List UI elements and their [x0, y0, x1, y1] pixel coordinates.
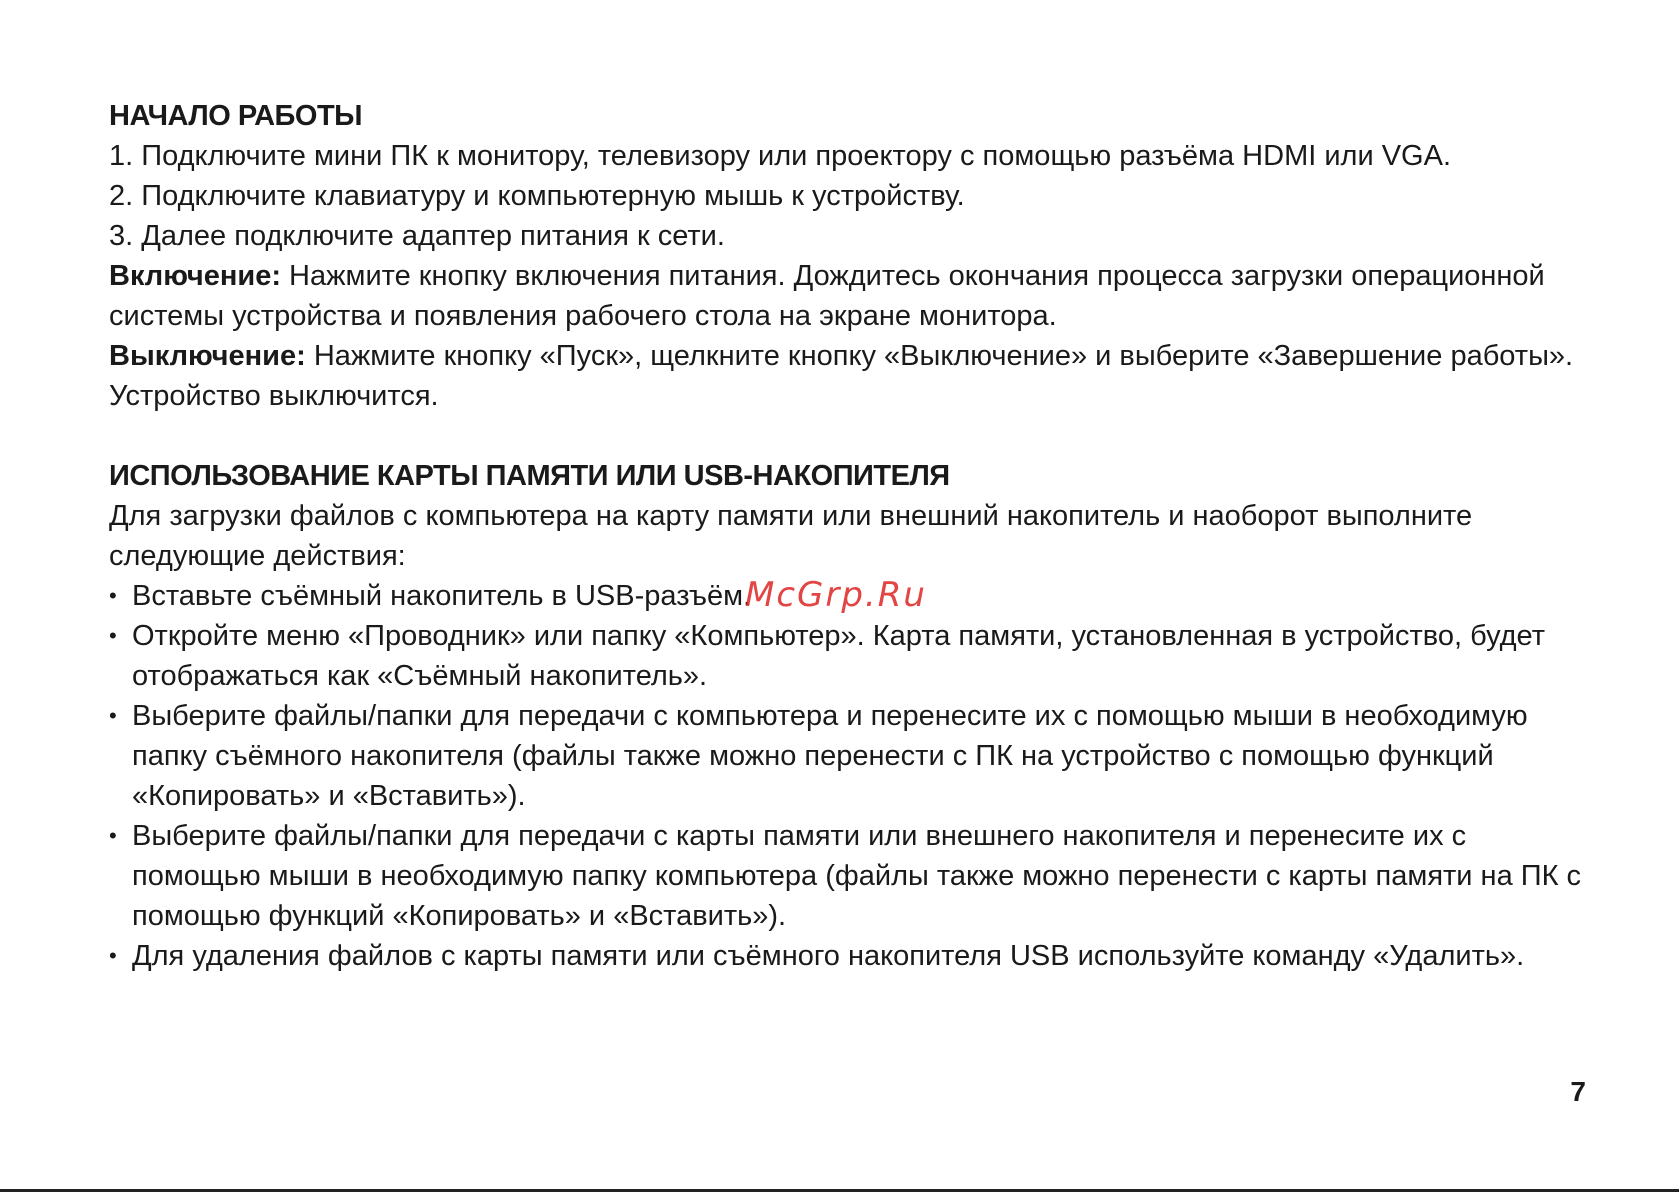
list-item — [109, 696, 1589, 816]
bullet-icon: • — [109, 623, 117, 648]
page-number: 7 — [1570, 1076, 1586, 1107]
bullet-icon: • — [109, 823, 117, 848]
step-3: 3. Далее подключите адаптер питания к сети. — [109, 220, 725, 252]
section-heading-getting-started: НАЧАЛО РАБОТЫ — [109, 100, 363, 132]
list-item — [109, 616, 1589, 696]
list-item — [109, 936, 1589, 976]
manual-page-content — [109, 96, 1589, 976]
step-1: 1. Подключите мини ПК к монитору, телевизору или проектору с помощью разъёма HDMI или VGA. — [109, 140, 1452, 172]
list-item-text: Для удаления файлов с карты памяти или съёмного накопителя USB используйте команду «Удалить». — [132, 940, 1525, 972]
section-spacer — [109, 416, 1589, 456]
power-off-paragraph — [109, 336, 1589, 416]
list-item — [109, 816, 1589, 936]
list-item-text: Откройте меню «Проводник» или папку «Компьютер». Карта памяти, установленная в устройство, будет отображаться как «Съёмный накопитель». — [132, 620, 1545, 692]
power-on-label: Включение: — [109, 260, 281, 292]
bullet-icon: • — [109, 943, 117, 968]
memory-card-instructions-list — [109, 576, 1589, 976]
bullet-icon: • — [109, 583, 117, 608]
section-heading-memory-card: ИСПОЛЬЗОВАНИЕ КАРТЫ ПАМЯТИ ИЛИ USB-НАКОПИТЕЛЯ — [109, 460, 950, 492]
power-on-text: Нажмите кнопку включения питания. Дождитесь окончания процесса загрузки операционной системы устройства и появления рабочего стола на экране монитора. — [109, 260, 1545, 332]
watermark: McGrp.Ru — [745, 575, 927, 615]
list-item-text: Выберите файлы/папки для передачи с карты памяти или внешнего накопителя и перенесите их с помощью мыши в необходимую папку компьютера (файлы также можно перенести с карты памяти на ПК с помощью функций «Копировать» и «Вставить»). — [132, 820, 1582, 932]
power-off-text: Нажмите кнопку «Пуск», щелкните кнопку «Выключение» и выберите «Завершение работы». Устройство выключится. — [109, 340, 1574, 412]
list-item-text: Выберите файлы/папки для передачи с компьютера и перенесите их с помощью мыши в необходимую папку съёмного накопителя (файлы также можно перенести с ПК на устройство с помощью функций «Копировать» и «Вставить»). — [132, 700, 1528, 812]
power-on-paragraph — [109, 256, 1589, 336]
power-off-label: Выключение: — [109, 340, 306, 372]
list-item-text: Вставьте съёмный накопитель в USB-разъём. — [132, 580, 752, 612]
step-2: 2. Подключите клавиатуру и компьютерную мышь к устройству. — [109, 180, 965, 212]
bullet-icon: • — [109, 703, 117, 728]
memory-card-intro: Для загрузки файлов с компьютера на карту памяти или внешний накопитель и наоборот выполните следующие действия: — [109, 500, 1473, 572]
